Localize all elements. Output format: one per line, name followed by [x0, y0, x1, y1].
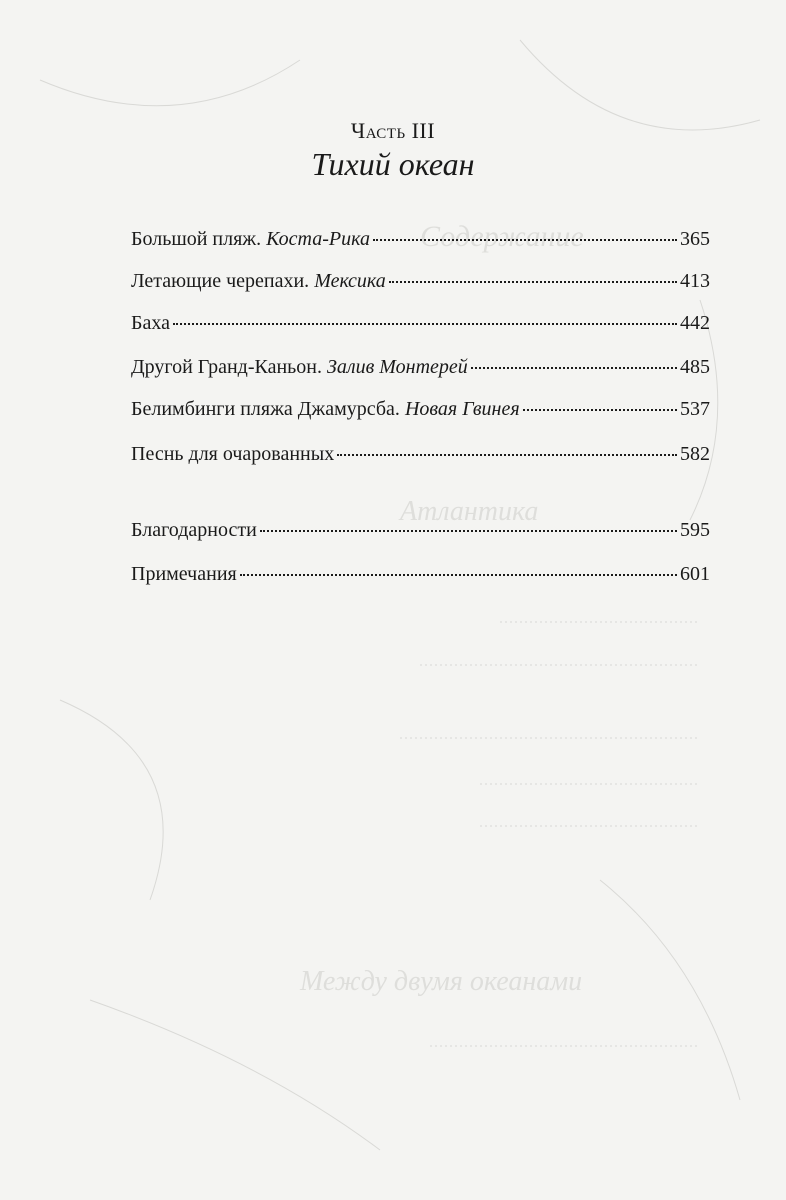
- toc-entry[interactable]: [131, 519, 710, 549]
- toc-entry-title: Другой Гранд-Каньон. Залив Монтерей: [131, 356, 468, 378]
- dot-leader: [523, 409, 677, 411]
- toc-page-number: 582: [680, 443, 710, 465]
- toc-entry[interactable]: [131, 563, 710, 593]
- toc-entry-title: Благодарности: [131, 519, 257, 541]
- toc-page-number: 485: [680, 356, 710, 378]
- svg-text:Атлантика: Атлантика: [400, 496, 539, 527]
- part-label: Часть III: [350, 118, 436, 143]
- toc-page-number: 442: [680, 312, 710, 334]
- toc-entry-title: Белимбинги пляжа Джамурсба. Новая Гвинея: [131, 398, 520, 420]
- dot-leader: [373, 239, 677, 241]
- toc-entry[interactable]: [131, 270, 710, 300]
- dot-leader: [337, 454, 677, 456]
- toc-entry-title: Песнь для очарованных: [131, 443, 335, 465]
- toc-page-number: 365: [680, 228, 710, 250]
- toc-entry[interactable]: [131, 398, 710, 428]
- dot-leader: [260, 530, 677, 532]
- toc-entry-title: Баха: [131, 312, 170, 334]
- toc-page-number: 413: [680, 270, 710, 292]
- toc-entry-title: Летающие черепахи. Мексика: [131, 270, 386, 292]
- part-title: Тихий океан: [311, 146, 475, 182]
- dot-leader: [389, 281, 677, 283]
- dot-leader: [173, 323, 677, 325]
- toc-entry[interactable]: [131, 356, 710, 386]
- toc-entry-place: Мексика: [314, 270, 386, 292]
- toc-entry-place: Коста-Рика: [266, 228, 370, 250]
- dot-leader: [240, 574, 677, 576]
- svg-text:Содержание: Содержание: [420, 220, 584, 253]
- toc-entry-place: Новая Гвинея: [404, 398, 520, 420]
- toc-entry[interactable]: [131, 228, 710, 258]
- toc-page-number: 601: [680, 563, 710, 585]
- toc-entry-title: Большой пляж. Коста-Рика: [131, 228, 370, 250]
- svg-text:Между двумя океанами: Между двумя океанами: [300, 966, 583, 997]
- toc-entry[interactable]: [131, 312, 710, 342]
- toc-entry-title: Примечания: [131, 563, 237, 585]
- toc-entry[interactable]: [131, 443, 710, 473]
- dot-leader: [471, 367, 677, 369]
- toc-page-number: 595: [680, 519, 710, 541]
- toc-entry-place: Залив Монтерей: [327, 356, 468, 378]
- toc-page-number: 537: [680, 398, 710, 420]
